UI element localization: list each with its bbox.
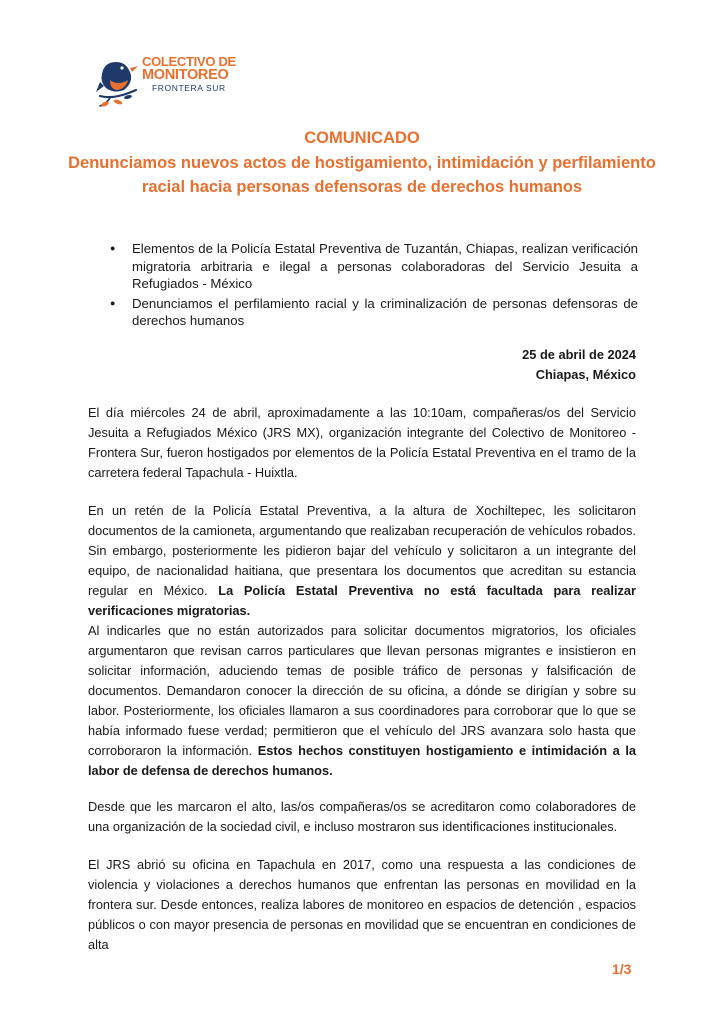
paragraph-2-text: En un retén de la Policía Estatal Preventiva, a la altura de Xochiltepec, les solicitaron documentos de la camioneta, argumentando que realizaban recuperación de vehículos robados. Sin embargo, posteriormente les pidieron bajar del vehículo y solicitaron a un integrante del equipo, de nacionalidad haitiana, que presentara los documentos que acreditan su estancia regular en México. [88,503,636,598]
date-text: 25 de abril de 2024 [522,347,636,362]
summary-bullet-list [110,240,638,330]
paragraph-3-bold-statement: Estos hechos constituyen hostigamiento e intimidación a la labor de defensa de derechos humanos. [88,743,637,778]
body-paragraph-3 [88,621,636,781]
summary-bullet-item: ● Denunciamos el perfilamiento racial y la criminalización de personas defensoras de derechos humanos [110,295,638,330]
logo-text-line2: MONITOREO [142,67,229,83]
dateline [522,345,636,385]
logo [96,52,256,112]
communique-label: COMUNICADO [304,129,420,147]
paragraph-2-bold-statement: La Policía Estatal Preventiva no está facultada para realizar verificaciones migratorias. [88,583,636,618]
page-number: 1/3 [612,961,632,977]
logo-text-line1: COLECTIVO DE [142,54,236,69]
body-paragraph-5: El JRS abrió su oficina en Tapachula en 2017, como una respuesta a las condiciones de violencia y violaciones a derechos humanos que enfrentan las personas en movilidad en la frontera sur. Desde entonces, realiza labores de monitoreo en espacios de detención , espacios públicos o con mayor presencia de personas en movilidad que se encuentran en condiciones de alta [88,857,636,952]
paragraph-3-text: Al indicarles que no están autorizados para solicitar documentos migratorios, los oficiales argumentaron que revisan carros particulares que llevan personas migrantes e insistieron en solicitar información, aduciendo temas de posible tráfico de personas y falsificación de documentos. Demandaron conocer la dirección de su oficina, a dónde se dirigían y sobre su labor. Posteriormente, los oficiales llamaron a sus coordinadores para corroborar que lo que se había informado fuese verdad; permitieron que el vehículo del JRS avanzara solo hasta que corroboraron la información. [88,623,636,758]
communique-title: Denunciamos nuevos actos de hostigamiento, intimidación y perfilamiento racial hacia personas defensoras de derechos humanos [68,154,656,196]
summary-bullet-item: ● Elementos de la Policía Estatal Preventiva de Tuzantán, Chiapas, realizan verificación migratoria arbitraria e ilegal a personas colaboradoras del Servicio Jesuita a Refugiados - México [110,240,638,293]
body-paragraph-2 [88,501,636,621]
body-paragraph-4: Desde que les marcaron el alto, las/os compañeras/os se acreditaron como colaboradores de una organización de la sociedad civil, e incluso mostraron sus identificaciones institucionales. [88,799,636,834]
logo-text-line3: FRONTERA SUR [152,82,226,93]
place-text: Chiapas, México [535,367,636,382]
bird-on-branch-icon [96,52,144,112]
body-paragraph-1: El día miércoles 24 de abril, aproximadamente a las 10:10am, compañeras/os del Servicio Jesuita a Refugiados México (JRS MX), organización integrante del Colectivo de Monitoreo - Frontera Sur, fueron hostigados por elementos de la Policía Estatal Preventiva en el tramo de la carretera federal Tapachula - Huixtla. [88,405,636,480]
